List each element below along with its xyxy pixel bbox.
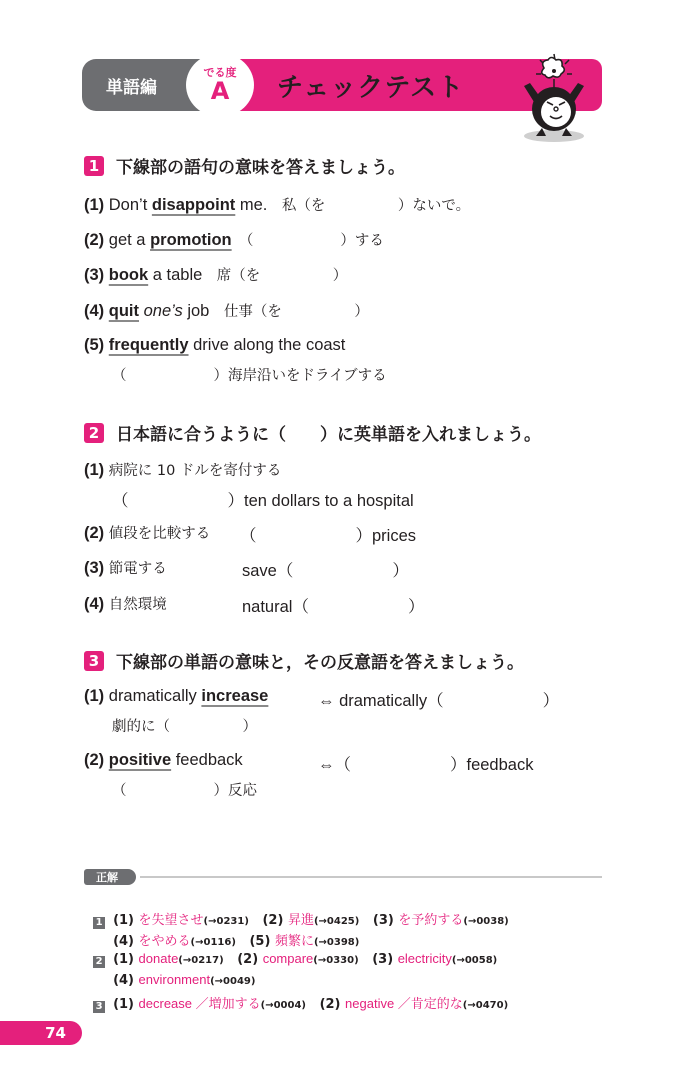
answer-text: をやめる [138, 933, 191, 948]
item-number: (4) [84, 302, 105, 320]
answer-number: (4) [113, 934, 134, 949]
question-item [84, 751, 243, 770]
item-number: (3) [84, 266, 105, 284]
section-instruction: 下線部の単語の意味と，その反意語を答えましょう。 [116, 653, 524, 673]
question-item [84, 300, 369, 321]
answer-text: environment [138, 972, 211, 987]
answer-text: 昇進 [287, 912, 314, 927]
item-second-line: （ ）反応 [112, 783, 257, 799]
section-2-title [84, 420, 541, 445]
answer-ref: (→0058) [451, 955, 498, 966]
item-japanese: 自然環境 [108, 597, 167, 613]
item-number: (2) [84, 751, 105, 769]
answer-number: (1) [113, 997, 134, 1012]
answer-text: decrease ／増加する [138, 996, 261, 1011]
frequency-label: でる度 [203, 66, 237, 79]
underlined-word: increase [201, 687, 269, 705]
section-3-title [84, 648, 524, 673]
item-second-line: （ ）海岸沿いをドライブする [112, 368, 387, 384]
underlined-word: frequently [108, 336, 189, 354]
section-instruction: 日本語に合うように（ ）に英単語を入れましょう。 [116, 425, 541, 445]
item-text: feedback [171, 751, 243, 769]
answer-number: (1) [113, 913, 134, 928]
section-number-badge: 3 [84, 651, 104, 671]
answers-label: 正解 [84, 869, 136, 885]
answer-text: electricity [397, 951, 452, 966]
answer-text: compare [262, 951, 314, 966]
underlined-word: quit [108, 302, 140, 320]
page-title: チェックテスト [232, 59, 602, 111]
answer-ref: (→0116) [190, 937, 236, 948]
answer-ref: (→0049) [210, 976, 256, 987]
answer-number: (3) [372, 913, 394, 928]
item-number: (4) [84, 595, 105, 613]
answer-section-box: 2 [93, 956, 105, 968]
item-english: natural（ ） [242, 598, 425, 616]
answer-number: (3) [372, 952, 394, 967]
underlined-word: disappoint [151, 196, 236, 214]
question-item [84, 522, 210, 543]
item-japanese: （ ）する [231, 233, 384, 249]
item-opposite: ⇔（ ）feedback [318, 756, 534, 774]
answer-number: (5) [249, 934, 271, 949]
answer-text: 頻繁に [274, 933, 314, 948]
question-item [84, 557, 167, 578]
item-opposite: ⇔ dramatically（ ） [318, 692, 560, 710]
underlined-word: positive [108, 751, 172, 769]
section-1-title [84, 153, 405, 178]
answer-ref: (→0231) [203, 916, 249, 927]
item-japanese: 病院に 10 ドルを寄付する [108, 463, 282, 479]
page-number: 74 [0, 1021, 82, 1045]
item-text: me. [235, 196, 268, 214]
frequency-rank: A [210, 77, 230, 105]
answer-text: donate [138, 951, 179, 966]
item-text: dramatically [108, 687, 202, 705]
answers-divider [140, 876, 602, 878]
section-number-badge: 1 [84, 156, 104, 176]
item-second-line: 劇的に（ ） [112, 719, 257, 735]
section-number-badge: 2 [84, 423, 104, 443]
item-italic-text: one’s [139, 302, 183, 320]
item-text: get a [108, 231, 151, 249]
item-number: (1) [84, 461, 105, 479]
item-number: (1) [84, 687, 105, 705]
answer-text: を失望させ [138, 912, 204, 927]
frequency-badge [186, 53, 254, 117]
answer-number: (2) [237, 952, 259, 967]
answer-ref: (→0038) [463, 916, 509, 927]
item-text: Don’t [108, 196, 152, 214]
question-item [84, 459, 281, 480]
item-japanese: 仕事（を ） [209, 304, 369, 320]
item-number: (2) [84, 524, 105, 542]
item-text: drive along the coast [188, 336, 346, 354]
item-number: (5) [84, 336, 105, 354]
item-japanese: 席（を ） [202, 268, 348, 284]
item-japanese: 値段を比較する [108, 526, 211, 542]
answer-number: (2) [319, 997, 341, 1012]
answer-number: (4) [113, 973, 134, 988]
question-item [84, 593, 167, 614]
item-text: a table [148, 266, 203, 284]
answer-text: negative ／肯定的な [345, 996, 463, 1011]
answer-section-box: 1 [93, 917, 105, 929]
answer-section-box: 3 [93, 1001, 105, 1013]
answer-ref: (→0330) [313, 955, 359, 966]
item-second-line: （ ）ten dollars to a hospital [112, 492, 414, 510]
underlined-word: promotion [150, 231, 232, 249]
answer-number: (2) [262, 913, 284, 928]
answer-ref: (→0470) [462, 1000, 509, 1011]
answer-ref: (→0217) [178, 955, 224, 966]
question-item [84, 687, 268, 706]
item-number: (1) [84, 196, 105, 214]
question-item [84, 229, 384, 250]
item-text: job [182, 302, 210, 320]
category-label: 単語編 [82, 59, 222, 111]
item-english: save（ ） [242, 562, 409, 580]
section-instruction: 下線部の語句の意味を答えましょう。 [116, 158, 405, 178]
question-item [84, 264, 347, 285]
item-number: (3) [84, 559, 105, 577]
answer-ref: (→0425) [313, 916, 360, 927]
underlined-word: book [108, 266, 149, 284]
question-item [84, 194, 470, 215]
answer-ref: (→0398) [313, 937, 360, 948]
answer-text: を予約する [398, 912, 464, 927]
question-item [84, 336, 345, 355]
answer-row [84, 978, 508, 1013]
item-english: （ ）prices [240, 527, 417, 545]
mascot-character-icon [514, 52, 594, 144]
item-number: (2) [84, 231, 105, 249]
item-japanese: 節電する [108, 561, 167, 577]
answer-number: (1) [113, 952, 134, 967]
answer-ref: (→0004) [260, 1000, 306, 1011]
item-japanese: 私（を ）ないで。 [267, 198, 471, 214]
